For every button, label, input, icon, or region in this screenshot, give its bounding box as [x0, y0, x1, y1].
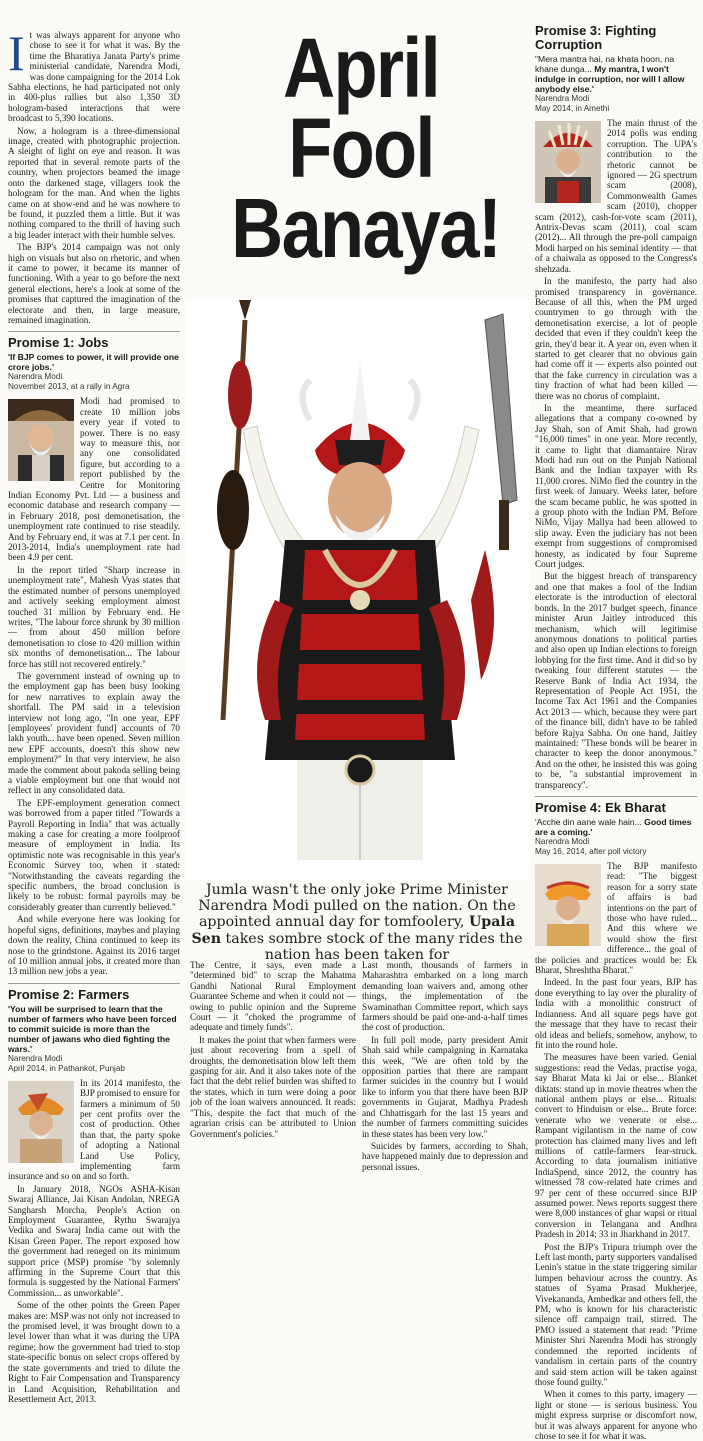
left-column [8, 25, 180, 1404]
headline-line: Fool [288, 101, 434, 195]
promise-2-section [8, 983, 180, 1405]
promise-3-speaker [535, 94, 697, 114]
promise-2-paragraph: In its 2014 manifesto, the BJP promised to ensure for farmers a minimum of 50 per cent profits over the cost of production. Other than that, the party spoke of adopting a National Land Use Policy, implementing farm insurance and so on and so forth. [8, 1077, 180, 1182]
promise-1-heading: Promise 1: Jobs [8, 331, 180, 350]
figure-illustration-icon [185, 300, 530, 880]
promise-1-paragraph: In the report titled "Sharp increase in unemployment rate", Mahesh Vyas states that the estimated number of persons unemployed and actively seeking employment almost touched 31 million by February end. He writes, "The labour force shrunk by 30 million — from about 450 million before demonetisation to close to 420 million within six months of demonetisation... The labour force has still not recovered entirely." [8, 564, 180, 669]
modi-thumbnail-headgear [8, 399, 74, 481]
portrait-icon [535, 864, 601, 946]
promise-2-paragraph: Some of the other points the Green Paper makes are: MSP was not only not increased to the promised level, it was brought down to a level lower than what it was during the UPA regime; how the government had tried to stop state-specific bonus on select crops offered by the state governments and tried to dilute the Right to Fair Compensation and Transparency in Land Acquisition, Rehabilitation and Resettlement Act, 2013. [8, 1300, 180, 1404]
standfirst-lead: Jumla wasn't the only joke Prime Minister Narendra Modi pulled on the nation. On the appointed annual day for tomfoolery, [198, 882, 516, 931]
promise-1-section [8, 331, 180, 976]
right-column [535, 23, 697, 1441]
promise-4-quote [535, 817, 697, 837]
intro-paragraph: t was always apparent for anyone who chose to see it for what it was. By the time the Bharatiya Janata Party's prime ministerial candidate, Narendra Modi, was done campaigning for the 2014 Lok Sabha elections, he had participated not only in 400-plus rallies but also 1,350 3D hologram-based interactions that were broadcast to 5,390 locations. [8, 30, 180, 124]
headline-line: Banaya! [231, 181, 501, 275]
promise-2-paragraph: In full poll mode, party president Amit Shah said while campaigning in Karnataka this week, "We are often told by the opposition parties that there are rampant farmer suicides in the country but I would like to inform you that there have been BJP governments in Gujarat, Madhya Pradesh and Chhattisgarh for the last 15 years and the number of farmers committing suicides in these states has been very low." [362, 1034, 528, 1139]
promise-3-paragraph: In the manifesto, the party had also promised transparency in governance. Because of all this, when the PM urged countrymen to go through with the demonetisation exercise, a lot of people decided that even if they couldn't keep the grin, they'd bear it. A year on, even when it started to get clearer that no obvious gain had come off it — experts also pointed out that the fake currency in circulation was a tiny fraction of what had been killed — there was no chorus of complaint. [535, 276, 697, 401]
drop-cap: I [8, 25, 25, 81]
promise-2-paragraph: Suicides by farmers, according to Shah, have happened mainly due to depression and personal issues. [362, 1140, 528, 1172]
promise-2-paragraph: Last month, thousands of farmers in Maharashtra embarked on a long march demanding loan waivers and, among other things, the implementation of the Swaminathan Committee report, which says farmers should be paid one-and-a-half times the cost of production. [362, 960, 528, 1033]
heading-line: Corruption [535, 37, 603, 52]
promise-2-paragraph: In January 2018, NGOs ASHA-Kisan Swaraj Alliance, Jai Kisan Andolan, NREGA Sangharsh Morcha, People's Action on Employment Guarantee, Rythu Swarajya Vedika and Swaraj India came out with the Kisan Green Paper. The report exposed how the government had reneged on its minimum support price (MSP) promise "by solemnly affirming in the Supreme Court that this formula is suggested by the National Farmers' Commission... as unworkable". [8, 1183, 180, 1298]
promise-4-paragraph: Post the BJP's Tripura triumph over the Left last month, party supporters vandalised Lenin's statue in the state triggering similar lumpen behaviour across the country. As statues of Syama Prasad Mukherjee, Vivekananda, Ambedkar and others fell, the PM, who is known for his characteristic silence off campaign trail, stirred. The PMO issued a statement that read: "Prime Minister Shri Narendra Modi has strongly condemned the reported incidents of vandalism in certain parts of the country and said stern action will be taken against those found guilty." [535, 1241, 697, 1387]
promise-4-section [535, 796, 697, 1441]
promise-1-paragraph: Modi had promised to create 10 million jobs every year if voted to power. There is no easy way to measure this, nor any one consolidated figure, but according to a report published by the Centre for Monitoring Indian Economy Pvt. Ltd — a business and economic database and research company — in February 2018, post demonetisation, the unemployment rate continued to rise steadily. And by February end, it was at 7.1 per cent. In 2013-2014, India's unemployment rate had been 4.9 per cent. [8, 396, 180, 563]
promise-3-quote [535, 54, 697, 94]
middle-column-1 [190, 960, 356, 1195]
author-name: Upala Sen [191, 914, 516, 947]
portrait-icon [535, 121, 601, 203]
main-photo-modi-tribal-attire [185, 300, 530, 880]
promise-3-paragraph: The main thrust of the 2014 polls was ending corruption. The UPA's contribution to the rhetoric cannot be ignored — 2G spectrum scam (2008), Commonwealth Games scam (2010), chopper scam (2012), cash-for-vote scam (2011), Antrix-Devas scam (2011), coal scam (2012)... All through the pre-poll campaign Modi harped on his seminal identity — that of a chaiwala as opposed to the Congress's shehzada. [535, 118, 697, 274]
promise-4-paragraph: The measures have been varied. Genial suggestions: read the Vedas, practise yoga, say Bharat Mata ki Jai or else... Blanket diktats: stand up in movie theatres when the national anthem plays or else... Rituals: convert to Hinduism or else... Brute force: venerate who we venerate or else... Rampant vigilantism in the name of cow protection has claimed many lives and left millions of cattle-farmers fear-struck. According to data journalism initiative IndiaSpend, since 2012, the country has witnessed 78 cow-related hate crimes and 97 per cent of these occurred since BJP assumed power. News reports suggest there were 8,000 instances of ghar wapsi or ritual conversion in Telangana and Andhra Pradesh in 2014; 33 in Jharkhand in 2017. [535, 1052, 697, 1240]
promise-2-quote: 'You will be surprised to learn that the number of farmers who have been forced to commit suicide is more than the number of jawans who died fighting the wars.' [8, 1003, 177, 1054]
headline [231, 21, 501, 275]
intro-paragraph: The BJP's 2014 campaign was not only high on visuals but also on rhetoric, and when it came to power, it became its manner of functioning. With a year to go before the next general elections, here's a look at some of the promises that captured the imagination of the electorate and then, in large measure, remained imagination. [8, 242, 180, 325]
middle-column-2 [362, 960, 528, 1195]
heading-line: Promise 3: Fighting [535, 23, 657, 38]
standfirst [182, 882, 532, 963]
modi-thumbnail-feathers [535, 121, 601, 203]
promise-2-paragraph: It makes the point that when farmers were just about recovering from a spell of droughts, the demonetisation blow left them gasping for air. And it also takes note of the fact that the debt relief burden was shifted to the states, which in turn were doing a poor job of the loan waivers announced. It reads: "This, despite the fact that much of the agrarian crisis can be attributed to Union Government's policies." [190, 1034, 356, 1139]
promise-1-paragraph: The government instead of owning up to the employment gap has been busy looking for new narratives to explain away the shortfall. The PM said in a television interview not long ago, "In one year, EPF [employees' provident fund] accounts of 70 lakh youth... have been opened. Seven million new EPF accounts, doesn't this show new employment?" In that very interview, he also made the comment about pakoda selling being a viable employment but one that would not reflect in any consolidated data. [8, 670, 180, 796]
portrait-icon [8, 1081, 74, 1163]
portrait-icon [8, 399, 74, 481]
intro-article [8, 25, 180, 325]
promise-4-speaker [535, 837, 697, 857]
quote-bold: My mantra, I won't indulge in corruption, nor will I allow anybody else.' [535, 64, 685, 94]
standfirst-tail: takes sombre stock of the many rides the nation has been taken for [225, 930, 523, 963]
promise-2-paragraph: The Centre, it says, even made a "determined bid" to scrap the Mahatma Gandhi National Rural Employment Guarantee Scheme and when it could not — owing to public opinion and the Supreme Court — it "choked the programme of adequate and timely funds". [190, 960, 356, 1033]
speaker-name: Narendra Modi [535, 837, 590, 846]
modi-thumbnail-turban-orange [535, 864, 601, 946]
promise-2-speaker [8, 1054, 180, 1074]
speaker-context: May 2014, in Amethi [535, 104, 610, 113]
speaker-context: April 2014, in Pathankot, Punjab [8, 1063, 125, 1073]
promise-1-paragraph: And while everyone here was looking for hopeful signs, definitions, maybes and playing down the reality, China continued to keep its nose to the grindstone. Against its 2016 target of 10 million annual jobs, it created more than 13 million new jobs a year. [8, 914, 180, 977]
speaker-context: May 16, 2014, after poll victory [535, 847, 647, 856]
promise-3-section [535, 24, 697, 790]
promise-4-paragraph: The BJP manifesto read: "The biggest reason for a sorry state of affairs is bad intentions on the part of those who have ruled... And this where we would show the first difference... the goal of the policies and practices would be: Ek Bharat, Shreshtha Bharat." [535, 861, 697, 976]
promise-4-paragraph: Indeed. In the past four years, BJP has done everything to lay over the plurality of India with a monolithic construct of Indianness. And all square pegs have got the message that they have to recast their old ideas and beliefs, somehow, anyhow, to fit into the round hole. [535, 977, 697, 1050]
quote-plain: "Mera mantra hai, na khata hoon, na khane dunga... [535, 54, 675, 74]
promise-1-quote: 'If BJP comes to power, it will provide one crore jobs.' [8, 352, 179, 373]
speaker-name: Narendra Modi [535, 94, 590, 103]
speaker-context: November 2013, at a rally in Agra [8, 382, 130, 392]
promise-3-paragraph: In the meantime, there surfaced allegations that a company co-owned by Jay Shah, son of Amit Shah, had grown "16,000 times" in one year. More recently, it came to light that diamantaire Nirav Modi had run out on the Punjab National Bank and the Indian taxpayer with Rs 11,000 crores. NiMo fled the country in the first week of January. Weeks later, before the scam became public, he was spotted in a group photo with the Indian PM. Before NiMo, Vijay Mallya had been allowed to slip away. Even the judiciary has not been exempt from suggestions of compromised honesty, as indicated by four Supreme Court judges. [535, 402, 697, 570]
promise-4-paragraph: When it comes to this party, imagery — light or stone — is serious business. You might express surprise or discomfort now, but it was always apparent for anyone who chose to see it for what it was. [535, 1389, 697, 1441]
promise-3-heading [535, 24, 697, 52]
promise-4-heading: Promise 4: Ek Bharat [535, 796, 697, 815]
quote-bold: Good times are a coming.' [535, 817, 692, 837]
modi-thumbnail-turban [8, 1081, 74, 1163]
intro-paragraph: Now, a hologram is a three-dimensional image, created with photographic projection. A sleight of light on eye and reason. It was reported that in several remote parts of the country, when projectors beamed the image onto the darkened stage, villagers took the hologram for the man. And when the lights came on at show-end and he was nowhere to be found, it puzzled them a little. But it was nothing compared to the thrill of having such a big leader interact with their humble selves. [8, 125, 180, 240]
promise-1-paragraph: The EPF-employment generation connect was borrowed from a paper titled "Towards a Payroll Reporting in India" that was actually making a case for creating a more foolproof measure of employment in India. Its optimistic note was recognisable in this year's Economic Survey too, when it stated: "Notwithstanding the caveats regarding the specific numbers, the broad conclusion is likely to be robust: formal payrolls may be considerably greater than currently believed." [8, 797, 180, 912]
speaker-name: Narendra Modi [8, 1053, 63, 1063]
promise-2-heading: Promise 2: Farmers [8, 983, 180, 1002]
promise-1-speaker [8, 372, 180, 392]
speaker-name: Narendra Modi [8, 372, 63, 382]
promise-3-paragraph: But the biggest breach of transparency and one that makes a fool of the Indian electorate is the introduction of electoral bonds. In the 2017 budget speech, finance minister Arun Jaitley introduced this mechanism, which will legitimise anonymous donations to political parties and also open up Indian elections to foreign lobbying for the first time. And it did so by tweaking four different statutes — the Reserve Bank of India Act 1934, the Representation of People Act 1951, the Income Tax Act 1961 and the Companies Act 2013 — which, because they were part of the finance bill, didn't have to be tabled before Rajya Sabha. On one hand, Jaitley maintained: "These bonds will be bearer in character to keep the donor anonymous." And on the other, he insisted this was going to be, "a substantial improvement in transparency". [535, 571, 697, 790]
headline-line: April [283, 21, 439, 115]
quote-plain: 'Acche din aane wale hain... [535, 817, 645, 827]
